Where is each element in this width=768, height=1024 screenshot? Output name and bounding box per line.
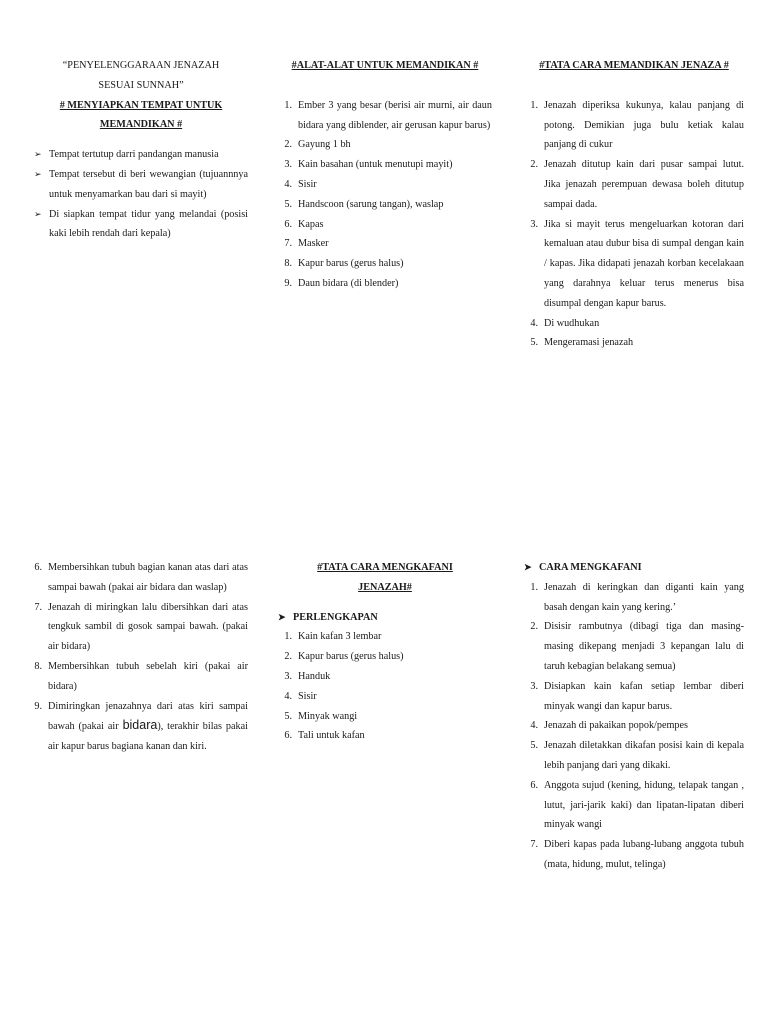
list-item: 2. Jenazah ditutup kain dari pusar sampai lutut. Jika jenazah perempuan dewasa boleh ditutup sampai dada.: [530, 159, 744, 210]
bathing-tools-list: [278, 96, 492, 294]
list-item: 4. Sisir: [284, 178, 317, 190]
list-item: 3. Disiapkan kain kafan setiap lembar diberi minyak wangi dan kapur barus.: [530, 680, 744, 712]
arrowhead-bullet-icon: ➢: [34, 168, 42, 179]
list-item: 2. Gayung 1 bh: [284, 139, 351, 151]
list-item: 7. Jenazah di miringkan lalu dibersihkan dari atas tengkuk sambil di gosok sampai bawah. (pakai air bidara): [34, 601, 248, 653]
heading-line-1: #TATA CARA MENGKAFANI: [317, 562, 453, 573]
list-item: 3. Jika si mayit terus mengeluarkan kotoran dari kemaluan atau dubur bisa di sumpal dengan kain / kapas. Jika didapati jenazah korban kecelakaan yang darahnya keluar terus menerus bisa disumpal dengan kapur barus.: [530, 218, 744, 309]
list-item: 5. Mengeramasi jenazah: [530, 337, 634, 349]
list-item: 3. Kain basahan (untuk menutupi mayit): [284, 159, 453, 171]
shrouding-method-list: [524, 578, 744, 875]
arrowhead-bullet-icon: ➢: [34, 208, 42, 219]
column-2-top: [278, 56, 492, 294]
list-item: 6. Kapas: [284, 218, 324, 230]
subtitle-line-2: MEMANDIKAN #: [99, 119, 183, 131]
list-item: 5. Minyak wangi: [284, 710, 358, 722]
list-item: 7. Diberi kapas pada lubang-lubang anggota tubuh (mata, hidung, mulut, telinga): [530, 839, 744, 870]
document-title: [34, 56, 248, 96]
equipment-label: ➤ PERLENGKAPAN: [278, 608, 492, 628]
list-item: 1. Jenazah diperiksa kukunya, kalau panjang di potong. Demikian juga bulu ketiak kalau panjang di cukur: [530, 99, 744, 151]
section-heading-bathing-tools: #ALAT-ALAT UNTUK MEMANDIKAN #: [291, 60, 479, 71]
list-item: 9. Daun bidara (di blender): [284, 277, 399, 289]
list-item: 5. Jenazah diletakkan dikafan posisi kain di kepala lebih panjang dari yang dikaki.: [530, 740, 744, 771]
list-item: ➢ Tempat tertutup darri pandangan manusia: [34, 145, 248, 165]
list-item: 4. Di wudhukan: [530, 317, 600, 329]
list-item: 8. Kapur barus (gerus halus): [284, 258, 404, 270]
list-item: 1. Kain kafan 3 lembar: [284, 631, 382, 643]
list-item: 8. Membersihkan tubuh sebelah kiri (pakai air bidara): [34, 660, 248, 692]
list-item: 6. Anggota sujud (kening, hidung, telapak tangan , lutut, jari-jarik kaki) dan lipatan-lipatan diberi minyak wangi: [530, 779, 744, 831]
arrowhead-bullet-icon: ➤: [524, 562, 532, 572]
shrouding-method-label: ➤ CARA MENGKAFANI: [524, 558, 744, 578]
list-item: ➢ Tempat tersebut di beri wewangian (tujuannnya untuk menyamarkan bau dari si mayit): [34, 165, 248, 205]
prepare-place-list: [34, 145, 248, 244]
bathing-procedure-list: [524, 96, 744, 353]
list-item: 4. Sisir: [284, 690, 317, 702]
title-line-2: SESUAI SUNNAH”: [98, 79, 184, 91]
list-item: 1. Ember 3 yang besar (berisi air murni, air daun bidara yang diblender, air gerusan kapur barus): [284, 99, 492, 131]
section-heading-shrouding: [278, 558, 492, 598]
arrowhead-bullet-icon: ➢: [34, 149, 42, 160]
column-1-bottom: [28, 558, 248, 757]
arrowhead-bullet-icon: ➤: [278, 611, 286, 622]
column-3-bottom: [524, 558, 744, 875]
list-item: 6. Membersihkan tubuh bagian kanan atas dari atas sampai bawah (pakai air bidara dan waslap): [34, 562, 248, 593]
list-item: 5. Handscoon (sarung tangan), waslap: [284, 198, 444, 210]
equipment-list: [278, 627, 492, 746]
column-3-top: [524, 56, 744, 353]
column-2-bottom: [278, 558, 492, 746]
section-heading-bathing-procedure: #TATA CARA MEMANDIKAN JENAZA #: [539, 60, 729, 71]
section-heading-prepare-place: [34, 96, 248, 136]
list-item: 6. Tali untuk kafan: [284, 730, 365, 742]
list-item: 2. Disisir rambutnya (dibagi tiga dan masing-masing dikepang menjadi 3 kepangan lalu di taruh kebagian belakang semua): [530, 621, 744, 672]
title-line-1: “PENYELENGGARAAN JENAZAH: [62, 60, 220, 71]
column-1-top: [34, 56, 248, 244]
list-item: 2. Kapur barus (gerus halus): [284, 651, 404, 663]
list-item: ➢ Di siapkan tempat tidur yang melandai (posisi kaki lebih rendah dari kepala): [34, 205, 248, 245]
list-item: 4. Jenazah di pakaikan popok/pempes: [530, 720, 688, 732]
heading-line-2: JENAZAH#: [358, 581, 412, 593]
list-item: 7. Masker: [284, 238, 329, 250]
bathing-procedure-list-continued: [28, 558, 248, 757]
subtitle-line-1: # MENYIAPKAN TEMPAT UNTUK: [59, 99, 223, 111]
list-item: 1. Jenazah di keringkan dan diganti kain yang basah dengan kain yang kering.’: [530, 581, 744, 613]
list-item: 9. Dimiringkan jenazahnya dari atas kiri sampai bawah (pakai air bidara), terakhir bilas pakai air kapur barus bagiana kanan dan kiri.: [34, 700, 248, 753]
list-item: 3. Handuk: [284, 670, 331, 682]
